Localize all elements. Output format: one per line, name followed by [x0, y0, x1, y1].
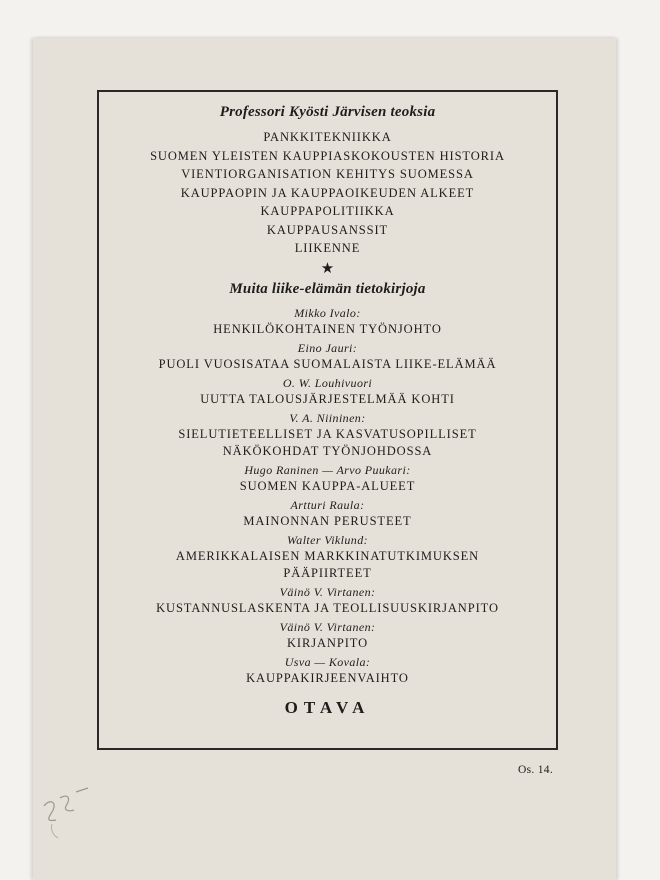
- book-entry: [97, 620, 558, 652]
- book-author: Artturi Raula:: [290, 497, 365, 512]
- book-title: UUTTA TALOUSJÄRJESTELMÄÄ KOHTI: [200, 391, 455, 406]
- catalog-code: Os. 14.: [518, 764, 554, 776]
- book-author: V. A. Niininen:: [289, 410, 366, 425]
- book-entry: [97, 341, 558, 373]
- pencil-mark-icon: [36, 776, 96, 840]
- work-title: PANKKITEKNIIKKA: [263, 130, 392, 144]
- star-icon: ★: [320, 260, 335, 277]
- section1-heading: Professori Kyösti Järvisen teoksia: [219, 104, 436, 120]
- book-title: SIELUTIETEELLISET JA KASVATUSOPILLISET: [178, 426, 477, 441]
- book-title-line2: PÄÄPIIRTEET: [283, 565, 372, 580]
- book-title-line2: NÄKÖKOHDAT TYÖNJOHDOSSA: [222, 443, 433, 458]
- work-title: LIIKENNE: [294, 241, 361, 255]
- book-entry: [97, 498, 558, 530]
- book-title: AMERIKKALAISEN MARKKINATUTKIMUKSEN: [175, 548, 480, 563]
- section2-heading: Muita liike-elämän tietokirjoja: [229, 280, 426, 297]
- book-title: HENKILÖKOHTAINEN TYÖNJOHTO: [213, 321, 442, 336]
- publisher-name: OTAVA: [284, 697, 371, 717]
- book-title: PUOLI VUOSISATAA SUOMALAISTA LIIKE-ELÄMÄÄ: [158, 356, 497, 371]
- work-title: SUOMEN YLEISTEN KAUPPIASKOKOUSTEN HISTORIA: [150, 148, 505, 163]
- book-entry: [97, 411, 558, 460]
- book-title: MAINONNAN PERUSTEET: [243, 513, 412, 528]
- work-title: KAUPPAPOLITIIKKA: [260, 204, 395, 218]
- work-title: KAUPPAOPIN JA KAUPPAOIKEUDEN ALKEET: [180, 185, 475, 200]
- book-author: O. W. Louhivuori: [282, 375, 373, 390]
- work-title: KAUPPAUSANSSIT: [266, 222, 389, 237]
- work-title: VIENTIORGANISATION KEHITYS SUOMESSA: [181, 167, 474, 181]
- book-entry: [97, 655, 558, 687]
- book-author: Väinö V. Virtanen:: [279, 584, 376, 599]
- book-title: SUOMEN KAUPPA-ALUEET: [239, 478, 416, 493]
- book-author: Väinö V. Virtanen:: [279, 619, 376, 634]
- book-author: Walter Viklund:: [287, 532, 368, 547]
- cover-text: [97, 103, 558, 719]
- book-author: Hugo Raninen — Arvo Puukari:: [244, 462, 411, 477]
- book-title: KIRJANPITO: [287, 635, 368, 650]
- book-entry: [97, 306, 558, 338]
- book-entry: [97, 376, 558, 408]
- book-entry: [97, 585, 558, 617]
- book-entry: [97, 533, 558, 582]
- book-author: Eino Jauri:: [297, 340, 358, 355]
- book-title: KUSTANNUSLASKENTA JA TEOLLISUUSKIRJANPITO: [156, 600, 499, 615]
- book-author: Mikko Ivalo:: [294, 305, 361, 320]
- jarvinen-works-list: [97, 128, 558, 258]
- book-title: KAUPPAKIRJEENVAIHTO: [246, 670, 409, 685]
- book-entry: [97, 463, 558, 495]
- book-author: Usva — Kovala:: [284, 654, 371, 669]
